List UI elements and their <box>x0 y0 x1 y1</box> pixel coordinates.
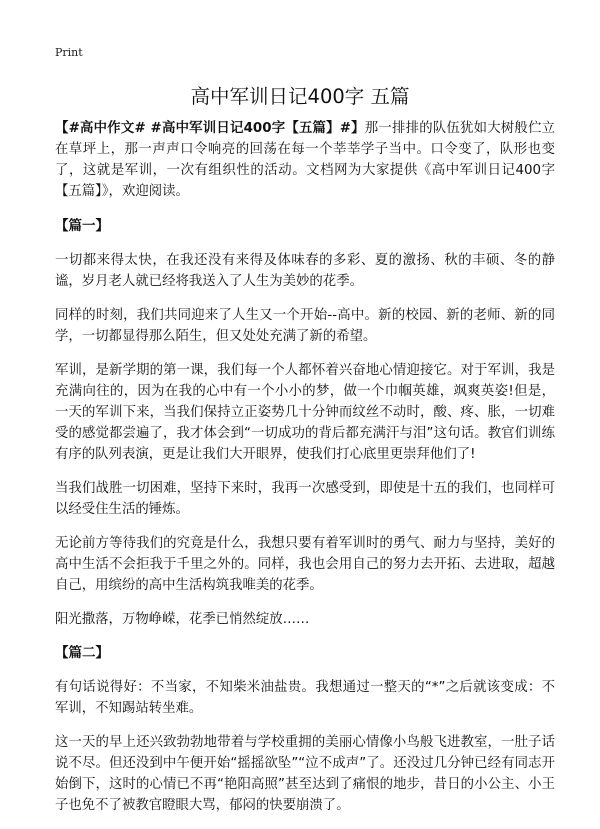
section-1-paragraph: 军训，是新学期的第一课，我们每一个人都怀着兴奋地心情迎接它。对于军训，我是充满向往的，因为在我的心中有一个小小的梦，做一个巾帼英雄，飒爽英姿!但是，一天的军训下来，当我们保持立正姿势几十分钟而纹丝不动时，酸、疼、胀，一切难受的感觉都尝遍了，我才体会到“一切成功的背后都充满汗与泪”这句话。教官们训练有序的队列表演，更是让我们大开眼界，使我们打心底里更崇拜他们了! <box>55 363 555 462</box>
section-1-paragraph: 阳光撒落，万物峥嵘，花季已悄然绽放…… <box>55 612 310 627</box>
intro-tags: 【#高中作文# #高中军训日记400字【五篇】#】 <box>55 121 365 136</box>
section-1-paragraph: 同样的时刻，我们共同迎来了人生又一个开始--高中。新的校园、新的老师、新的同学，一切都显得那么陌生，但又处处充满了新的希望。 <box>55 308 555 344</box>
section-1-paragraph: 一切都来得太快，在我还没有来得及体味春的多彩、夏的激扬、秋的丰硕、冬的静谧，岁月老人就已经将我送入了人生为美妙的花季。 <box>55 253 555 289</box>
intro-text: 那一排排的队伍犹如大树般伫立在草坪上，那一声声口令响亮的回荡在每一个莘莘学子当中。口令变了，队形也变了，这就是军训，一次有组织性的活动。文档网为大家提供《高中军训日记400字【五篇】》，欢迎阅读。 <box>55 121 555 199</box>
section-2-paragraph: 有句话说得好：不当家，不知柴米油盐贵。我想通过一整天的“*”之后就该变成：不军训，不知踢站转坐难。 <box>55 680 555 716</box>
intro-paragraph <box>55 118 555 202</box>
section-heading-1: 【篇一】 <box>55 218 109 234</box>
print-link[interactable]: Print <box>55 46 83 59</box>
document-body <box>55 118 555 829</box>
section-2-paragraph: 这一天的早上还兴致勃勃地带着与学校重拥的美丽心情像小鸟般飞进教室，一肚子话说不尽。但还没到中午便开始“摇摇欲坠”“泣不成声”了。还没过几分钟已经有同志开始倒下，这时的心情已不再“艳阳高照”甚至达到了痛恨的地步，昔日的小公主、小王子也免不了被教官瞪眼大骂，郁闷的快要崩溃了。 <box>55 735 555 813</box>
section-1-paragraph: 当我们战胜一切困难，坚持下来时，我再一次感受到，即使是十五的我们，也同样可以经受住生活的锤炼。 <box>55 481 555 517</box>
section-heading-2: 【篇二】 <box>55 645 109 661</box>
document-title: 高中军训日记400字 五篇 <box>190 85 410 108</box>
section-1-paragraph: 无论前方等待我们的究竟是什么，我想只要有着军训时的勇气、耐力与坚持，美好的高中生活不会拒我于千里之外的。同样，我也会用自己的努力去开拓、去进取，超越自己，用缤纷的高中生活构筑我唯美的花季。 <box>55 536 555 593</box>
